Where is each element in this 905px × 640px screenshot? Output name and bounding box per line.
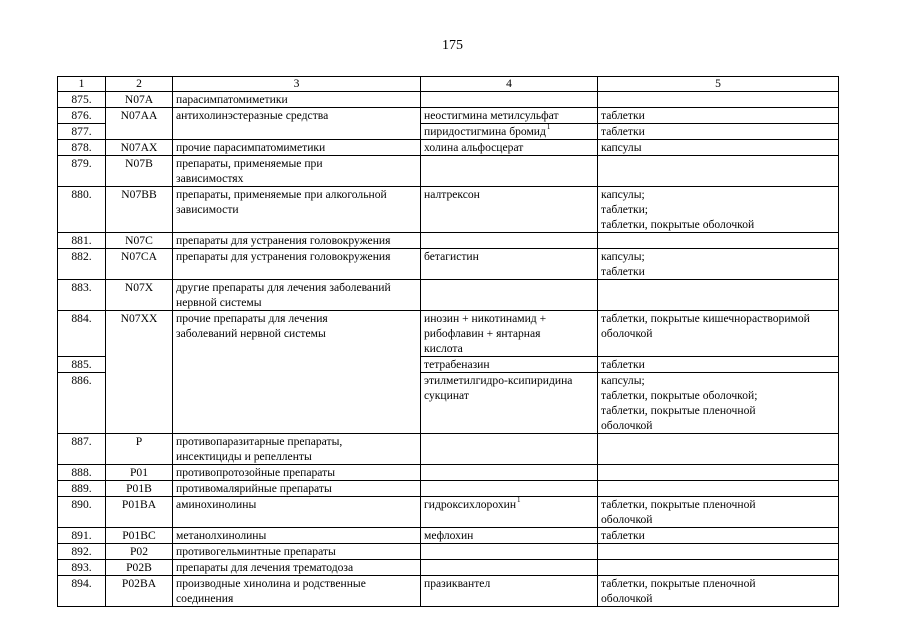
form-line: оболочкой [601,327,653,340]
substance-cell [421,92,598,108]
row-number-cell: 880. [58,187,106,233]
substance-cell [421,373,598,434]
page-number: 175 [442,38,463,53]
footnote-marker: 1 [546,123,551,132]
dosage-form-cell [598,140,839,156]
form-line: таблетки [601,265,645,278]
atc-code-cell: P02BA [106,576,173,607]
row-number-cell: 889. [58,481,106,497]
substance-line: неостигмина метилсульфат [424,109,559,122]
substance-line: мефлохин [424,529,474,542]
group-name-cell [173,481,421,497]
table-row [58,560,839,576]
row-number-cell: 892. [58,544,106,560]
footnote-marker: 1 [517,496,521,505]
substance-cell [421,249,598,280]
dosage-form-cell [598,108,839,124]
dosage-form-cell [598,497,839,528]
substance-cell [421,233,598,249]
substance-line: празиквантел [424,577,491,590]
atc-code-cell: N07C [106,233,173,249]
form-line: оболочкой [601,513,653,526]
table-row [58,465,839,481]
substance-cell [421,124,598,140]
table-row [58,187,839,233]
form-line: таблетки [601,125,645,138]
form-line: таблетки, покрытые кишечнорастворимой [601,312,810,325]
table-row [58,233,839,249]
substance-cell [421,140,598,156]
group-line: антихолинэстеразные средства [176,109,329,122]
group-line: парасимпатомиметики [176,93,288,106]
dosage-form-cell [598,124,839,140]
group-name-cell [173,544,421,560]
atc-code-cell: P02B [106,560,173,576]
dosage-form-cell [598,373,839,434]
group-name-cell [173,156,421,187]
substance-cell [421,434,598,465]
substance-cell [421,108,598,124]
group-line: зависимости [176,203,239,216]
atc-code-cell: N07AX [106,140,173,156]
row-number-cell: 881. [58,233,106,249]
group-name-cell [173,249,421,280]
group-line: прочие препараты для лечения [176,312,328,325]
group-name-cell [173,560,421,576]
group-name-cell [173,233,421,249]
row-number-cell: 888. [58,465,106,481]
dosage-form-cell [598,187,839,233]
form-line: капсулы; [601,374,645,387]
table-row [58,249,839,280]
dosage-form-cell [598,280,839,311]
group-line: препараты для устранения головокружения [176,234,391,247]
group-line: заболеваний нервной системы [176,327,326,340]
group-name-cell [173,434,421,465]
form-line: таблетки, покрытые пленочной [601,404,756,417]
row-number-cell: 885. [58,357,106,373]
table-header-row [58,77,839,92]
atc-code-cell: P01B [106,481,173,497]
atc-code-cell: N07AA [106,108,173,140]
table-row [58,544,839,560]
row-number-cell: 884. [58,311,106,357]
header-col-1: 1 [58,77,106,92]
dosage-form-cell [598,249,839,280]
group-name-cell [173,280,421,311]
group-line: препараты для лечения трематодоза [176,561,354,574]
substance-cell [421,576,598,607]
atc-code-cell: N07A [106,92,173,108]
table-row [58,92,839,108]
substance-line: пиридостигмина бромид [424,125,546,138]
substance-line: бетагистин [424,250,479,263]
substance-cell [421,280,598,311]
form-line: оболочкой [601,592,653,605]
dosage-form-cell [598,560,839,576]
dosage-form-cell [598,544,839,560]
atc-code-cell: P02 [106,544,173,560]
table-row [58,108,839,124]
substance-cell [421,528,598,544]
drug-table [57,76,839,607]
form-line: таблетки, покрытые оболочкой; [601,389,758,402]
group-name-cell [173,108,421,140]
substance-cell [421,187,598,233]
row-number-cell: 878. [58,140,106,156]
row-number-cell: 894. [58,576,106,607]
atc-code-cell: N07BB [106,187,173,233]
row-number-cell: 882. [58,249,106,280]
group-line: препараты, применяемые при алкогольной [176,188,387,201]
dosage-form-cell [598,357,839,373]
table-row [58,311,839,357]
table-row [58,434,839,465]
group-name-cell [173,497,421,528]
group-name-cell [173,92,421,108]
form-line: капсулы; [601,188,645,201]
dosage-form-cell [598,576,839,607]
group-line: прочие парасимпатомиметики [176,141,326,154]
dosage-form-cell [598,481,839,497]
header-col-2: 2 [106,77,173,92]
dosage-form-cell [598,311,839,357]
dosage-form-cell [598,434,839,465]
dosage-form-cell [598,528,839,544]
row-number-cell: 876. [58,108,106,124]
table-row [58,576,839,607]
substance-cell [421,156,598,187]
group-line: другие препараты для лечения заболеваний [176,281,391,294]
header-col-5: 5 [598,77,839,92]
table-row [58,280,839,311]
group-line: метанолхинолины [176,529,267,542]
row-number-cell: 893. [58,560,106,576]
form-line: таблетки, покрытые оболочкой [601,218,755,231]
row-number-cell: 891. [58,528,106,544]
dosage-form-cell [598,233,839,249]
atc-code-cell: P [106,434,173,465]
substance-cell [421,357,598,373]
row-number-cell: 887. [58,434,106,465]
substance-line: холина альфосцерат [424,141,524,154]
table-row [58,140,839,156]
substance-line: кислота [424,342,463,355]
group-line: противогельминтные препараты [176,545,336,558]
form-line: таблетки [601,358,645,371]
form-line: таблетки; [601,203,649,216]
group-name-cell [173,528,421,544]
form-line: таблетки [601,109,645,122]
group-line: производные хинолина и родственные [176,577,366,590]
substance-cell [421,497,598,528]
substance-cell [421,465,598,481]
atc-code-cell: P01BA [106,497,173,528]
substance-line: налтрексон [424,188,480,201]
form-line: таблетки [601,529,645,542]
group-line: соединения [176,592,234,605]
atc-code-cell: P01 [106,465,173,481]
form-line: таблетки, покрытые пленочной [601,498,756,511]
group-name-cell [173,187,421,233]
substance-cell [421,544,598,560]
row-number-cell: 879. [58,156,106,187]
group-name-cell [173,465,421,481]
atc-code-cell: P01BC [106,528,173,544]
group-line: противомалярийные препараты [176,482,332,495]
group-line: противопаразитарные препараты, [176,435,343,448]
group-line: аминохинолины [176,498,257,511]
atc-code-cell: N07B [106,156,173,187]
substance-line: гидроксихлорохин [424,498,517,511]
row-number-cell: 875. [58,92,106,108]
atc-code-cell: N07X [106,280,173,311]
group-line: препараты для устранения головокружения [176,250,391,263]
group-line: инсектициды и репелленты [176,450,312,463]
dosage-form-cell [598,156,839,187]
table-row [58,497,839,528]
table-body [58,92,839,607]
form-line: капсулы [601,141,642,154]
substance-cell [421,481,598,497]
form-line: капсулы; [601,250,645,263]
group-line: противопротозойные препараты [176,466,336,479]
row-number-cell: 877. [58,124,106,140]
table-row [58,156,839,187]
row-number-cell: 886. [58,373,106,434]
table-row [58,528,839,544]
atc-code-cell: N07CA [106,249,173,280]
form-line: таблетки, покрытые пленочной [601,577,756,590]
header-col-4: 4 [421,77,598,92]
substance-line: рибофлавин + янтарная [424,327,541,340]
substance-line: сукцинат [424,389,469,402]
substance-line: инозин + никотинамид + [424,312,547,325]
group-line: нервной системы [176,296,262,309]
group-name-cell [173,576,421,607]
group-name-cell [173,140,421,156]
substance-line: тетрабеназин [424,358,490,371]
substance-cell [421,311,598,357]
dosage-form-cell [598,465,839,481]
dosage-form-cell [598,92,839,108]
table-row [58,481,839,497]
header-col-3: 3 [173,77,421,92]
form-line: оболочкой [601,419,653,432]
group-name-cell [173,311,421,434]
row-number-cell: 883. [58,280,106,311]
group-line: препараты, применяемые при [176,157,323,170]
row-number-cell: 890. [58,497,106,528]
atc-code-cell: N07XX [106,311,173,434]
substance-cell [421,560,598,576]
group-line: зависимостях [176,172,244,185]
substance-line: этилметилгидро-ксипиридина [424,374,573,387]
